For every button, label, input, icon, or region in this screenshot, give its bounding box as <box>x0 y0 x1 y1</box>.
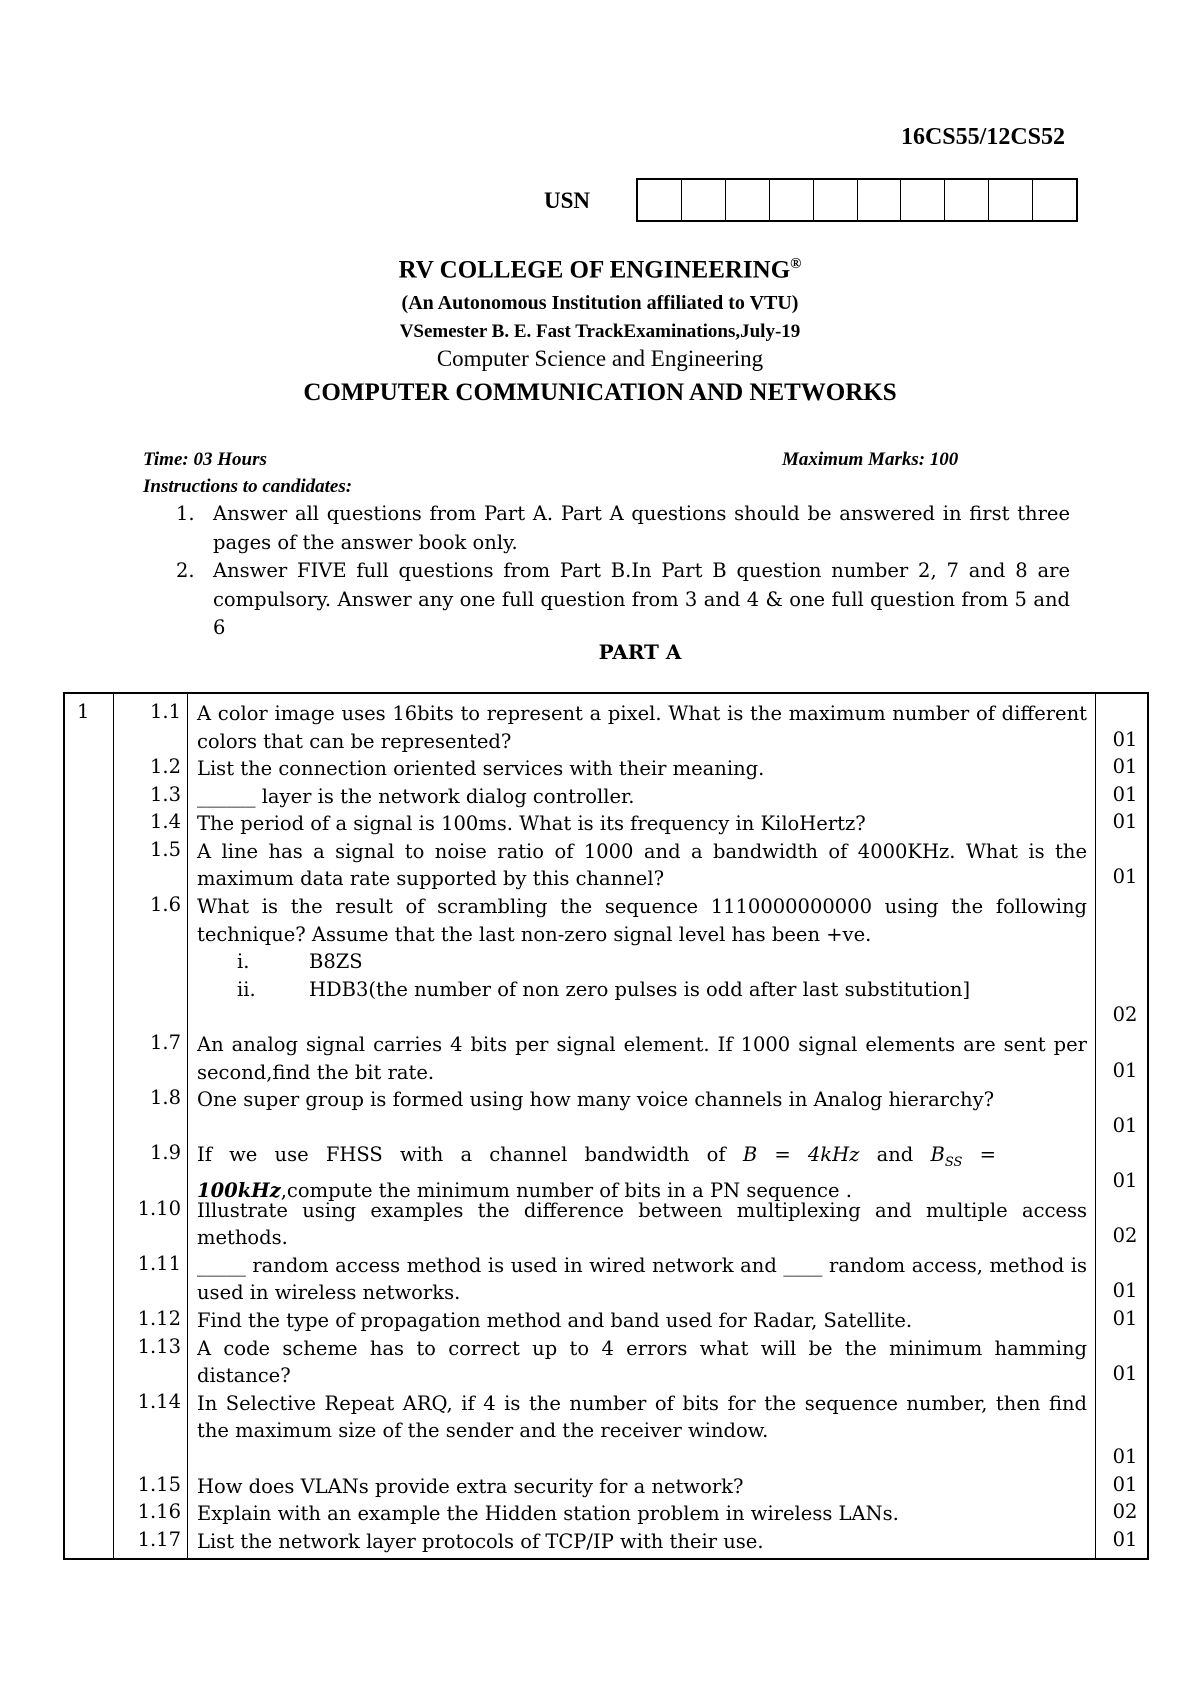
math-bss-value: 100kHz <box>197 1178 281 1202</box>
question-text: Find the type of propagation method and band used for Radar, Satellite. <box>197 1309 913 1332</box>
college-name-text: RV COLLEGE OF ENGINEERING <box>398 256 791 284</box>
usn-box[interactable] <box>945 180 989 220</box>
question-marks: 01 <box>1112 810 1138 834</box>
question-text: List the connection oriented services with their meaning. <box>197 757 765 780</box>
question-marks: 01 <box>1112 727 1138 751</box>
sub-question-number: 1.6 <box>149 893 181 916</box>
question-text: ______ layer is the network dialog controller. <box>197 784 635 808</box>
course-code: 16CS55/12CS52 <box>900 124 1065 150</box>
instruction-item <box>176 500 1070 557</box>
question-text-part: ,compute the minimum number of bits in a PN sequence . <box>280 1178 852 1202</box>
question-table <box>63 692 1149 1560</box>
sub-item-number: ii. <box>237 977 256 1001</box>
question-marks: 01 <box>1112 1279 1138 1303</box>
sub-question-number: 1.16 <box>137 1500 181 1524</box>
usn-box[interactable] <box>682 180 726 220</box>
usn-box[interactable] <box>814 180 858 220</box>
math-equals: = <box>979 1143 996 1167</box>
sub-question-number: 1.17 <box>137 1527 181 1551</box>
sub-item <box>197 948 1087 976</box>
usn-boxes <box>636 178 1078 222</box>
question-text: List the network layer protocols of TCP/IP with their use. <box>197 1529 764 1553</box>
instruction-number: 1. <box>176 502 195 525</box>
instruction-text: Answer all questions from Part A. Part A questions should be answered in first three pages of the answer book only. <box>213 502 1070 554</box>
question-marks: 01 <box>1112 1362 1138 1386</box>
math-bss-symbol: B <box>930 1143 945 1167</box>
question-marks: 01 <box>1112 1307 1138 1330</box>
affiliation: (An Autonomous Institution affiliated to VTU) <box>401 292 799 314</box>
instruction-text: Answer FIVE full questions from Part B.In Part B question number 2, 7 and 8 are compulsory. Answer any one full question from 3 and 4 & one full question from 5 and 6 <box>213 559 1070 639</box>
question-text: A line has a signal to noise ratio of 1000 and a bandwidth of 4000KHz. What is the maximum data rate supported by this channel? <box>197 839 1087 891</box>
question-marks: 01 <box>1112 1472 1138 1496</box>
sub-question-number: 1.10 <box>137 1196 181 1220</box>
exam-duration: Time: 03 Hours <box>143 449 267 470</box>
question-text: A code scheme has to correct up to 4 errors what will be the minimum hamming distance? <box>197 1336 1087 1388</box>
question-marks: 02 <box>1112 1224 1138 1248</box>
usn-box[interactable] <box>858 180 902 220</box>
question-marks: 01 <box>1112 1527 1138 1551</box>
column-divider <box>187 694 188 1558</box>
part-a-title: PART A <box>598 640 682 664</box>
sub-question-number: 1.2 <box>149 755 181 778</box>
usn-label: USN <box>544 188 591 213</box>
exam-title: VSemester B. E. Fast TrackExaminations,July-19 <box>399 321 801 342</box>
instructions-title: Instructions to candidates: <box>143 476 353 497</box>
sub-item-number: i. <box>237 950 250 974</box>
question-marks: 01 <box>1112 755 1138 778</box>
usn-box[interactable] <box>638 180 682 220</box>
question-text: Explain with an example the Hidden station problem in wireless LANs. <box>197 1502 899 1526</box>
sub-question-number: 1.4 <box>149 810 181 834</box>
sub-question-number: 1.14 <box>137 1389 181 1413</box>
question-text: A color image uses 16bits to represent a pixel. What is the maximum number of different colors that can be represented? <box>197 702 1087 753</box>
instruction-item <box>176 557 1070 643</box>
sub-question-number: 1.11 <box>137 1251 181 1275</box>
subject-title: COMPUTER COMMUNICATION AND NETWORKS <box>303 379 897 406</box>
sub-item <box>197 976 1087 1004</box>
question-text <box>197 893 1087 1003</box>
maximum-marks: Maximum Marks: 100 <box>782 449 959 470</box>
sub-question-number: 1.1 <box>149 700 181 723</box>
question-text: Illustrate using examples the difference between multiplexing and multiple access methods. <box>197 1198 1087 1250</box>
sub-item-text: B8ZS <box>309 950 363 974</box>
question-marks: 01 <box>1112 1058 1138 1082</box>
math-bss <box>930 1143 963 1171</box>
sub-question-number: 1.9 <box>149 1141 181 1165</box>
sub-question-number: 1.7 <box>149 1031 181 1054</box>
column-divider <box>113 694 114 1558</box>
question-marks: 01 <box>1112 782 1138 806</box>
college-name <box>0 256 1200 284</box>
question-number: 1 <box>77 700 90 723</box>
sub-question-number: 1.15 <box>137 1472 181 1496</box>
question-marks: 01 <box>1112 1444 1138 1468</box>
question-text: _____ random access method is used in wired network and ____ random access, method is used in wireless networks. <box>197 1253 1087 1305</box>
question-text <box>197 1141 1087 1204</box>
question-text: An analog signal carries 4 bits per signal element. If 1000 signal elements are sent per second,find the bit rate. <box>197 1033 1087 1084</box>
usn-box[interactable] <box>770 180 814 220</box>
usn-box[interactable] <box>989 180 1033 220</box>
question-text-part: and <box>876 1143 914 1167</box>
question-text: The period of a signal is 100ms. What is its frequency in KiloHertz? <box>197 812 866 836</box>
sub-item-text: HDB3(the number of non zero pulses is odd after last substitution] <box>309 977 971 1001</box>
usn-box[interactable] <box>1033 180 1076 220</box>
department: Computer Science and Engineering <box>436 346 764 371</box>
question-marks: 01 <box>1112 1168 1138 1192</box>
registered-mark: ® <box>790 256 802 272</box>
usn-box[interactable] <box>726 180 770 220</box>
question-text: In Selective Repeat ARQ, if 4 is the number of bits for the sequence number, then find the maximum size of the sender and the receiver window. <box>197 1391 1087 1443</box>
question-marks: 02 <box>1112 1003 1138 1027</box>
instructions-list <box>176 500 1070 643</box>
instruction-number: 2. <box>176 559 195 582</box>
math-bandwidth: B = 4kHz <box>742 1143 860 1167</box>
question-text-body: What is the result of scrambling the sequence 1110000000000 using the following technique? Assume that the last non-zero signal level has been +ve. <box>197 895 1087 946</box>
usn-box[interactable] <box>901 180 945 220</box>
sub-question-number: 1.12 <box>137 1307 181 1330</box>
sub-question-number: 1.3 <box>149 782 181 806</box>
math-bss-subscript: SS <box>944 1155 963 1171</box>
question-marks: 02 <box>1112 1500 1138 1524</box>
sub-question-number: 1.13 <box>137 1334 181 1358</box>
question-text: How does VLANs provide extra security for a network? <box>197 1474 744 1498</box>
sub-question-number: 1.8 <box>149 1086 181 1110</box>
question-text: One super group is formed using how many voice channels in Analog hierarchy? <box>197 1088 995 1112</box>
question-text-part: If we use FHSS with a channel bandwidth of <box>197 1143 726 1167</box>
sub-question-number: 1.5 <box>149 837 181 861</box>
column-divider <box>1095 694 1096 1558</box>
question-marks: 01 <box>1112 1113 1138 1137</box>
question-marks: 01 <box>1112 865 1138 889</box>
